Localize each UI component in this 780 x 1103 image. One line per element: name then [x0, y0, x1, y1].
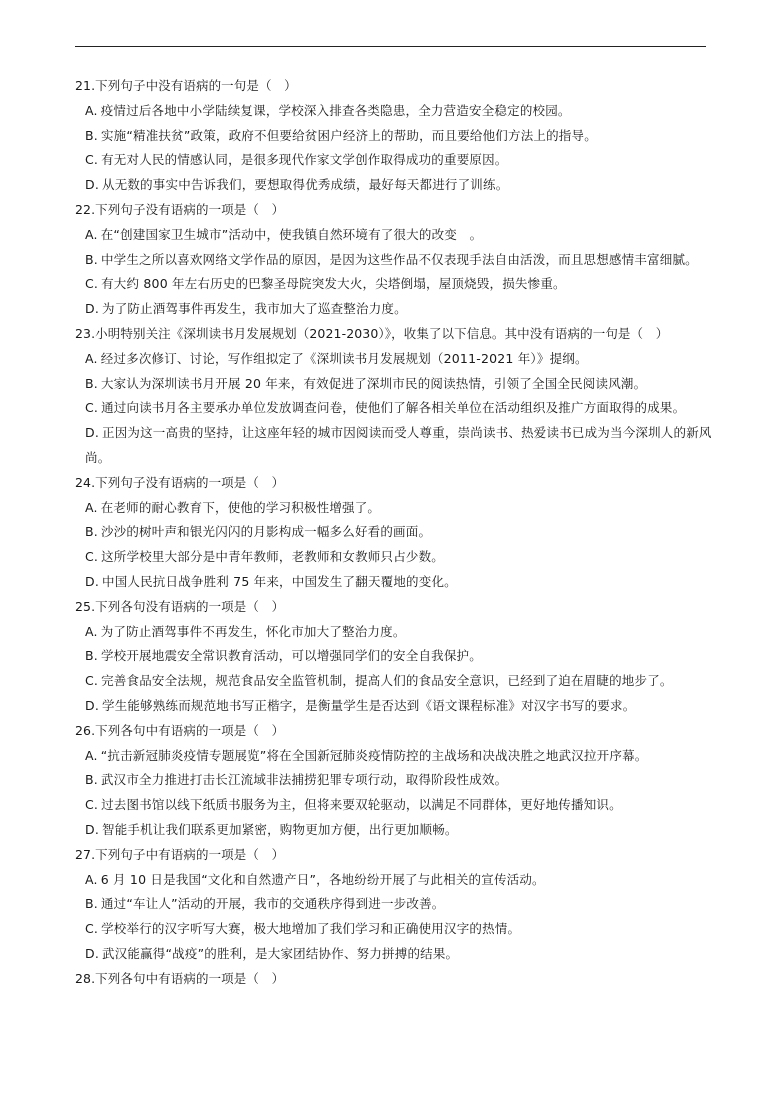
option-letter: D.: [85, 945, 99, 961]
question-stem: 28.下列各句中有语病的一项是（ ）: [75, 970, 285, 986]
option-letter: C.: [85, 673, 99, 689]
option-letter: C.: [85, 400, 99, 416]
option-text: 学校开展地震安全常识教育活动，可以增强同学们的安全自我保护。: [100, 648, 482, 664]
answer-option: [75, 396, 715, 421]
answer-option: [75, 942, 715, 967]
answer-option: [75, 818, 715, 843]
header-rule: [75, 46, 706, 47]
option-text: 有大约 800 年左右历史的巴黎圣母院突发大火，尖塔倒塌，屋顶烧毁，损失惨重。: [101, 276, 566, 292]
answer-option: [75, 99, 715, 124]
question-block: [75, 719, 715, 843]
option-text: 大家认为深圳读书月开展 20 年来，有效促进了深圳市民的阅读热情，引领了全国全民阅读风潮。: [100, 375, 647, 391]
option-text: 武汉能赢得“战疫”的胜利，是大家团结协作、努力拼搏的结果。: [102, 945, 459, 961]
answer-option: [75, 793, 715, 818]
question-stem: 27.下列句子中有语病的一项是（ ）: [75, 846, 285, 862]
answer-option: [75, 768, 715, 793]
option-text: 学生能够熟练而规范地书写正楷字，是衡量学生是否达到《语文课程标准》对汉字书写的要求。: [102, 697, 636, 713]
option-text: 为了防止酒驾事件再发生，我市加大了巡查整治力度。: [102, 301, 407, 317]
option-text: 过去图书馆以线下纸质书服务为主，但将来要双轮驱动，以满足不同群体，更好地传播知识。: [101, 797, 622, 813]
option-text: 从无数的事实中告诉我们，要想取得优秀成绩，最好每天都进行了训练。: [102, 177, 509, 193]
answer-option: [75, 297, 715, 322]
option-letter: A.: [85, 871, 98, 887]
answer-option: [75, 347, 715, 372]
answer-option: [75, 744, 715, 769]
option-letter: A.: [85, 499, 98, 515]
option-text: 智能手机让我们联系更加紧密，购物更加方便，出行更加顺畅。: [102, 821, 458, 837]
option-text: 经过多次修订、讨论，写作组拟定了《深圳读书月发展规划（2011-2021 年）》提纲。: [100, 350, 588, 366]
option-letter: A.: [85, 747, 98, 763]
answer-option: [75, 892, 715, 917]
option-letter: D.: [85, 697, 99, 713]
option-text: 有无对人民的情感认同，是很多现代作家文学创作取得成功的重要原因。: [101, 152, 508, 168]
question-block: [75, 74, 715, 198]
option-letter: A.: [85, 350, 98, 366]
answer-option: [75, 372, 715, 397]
option-letter: C.: [85, 276, 99, 292]
answer-option: [75, 248, 715, 273]
answer-option: [75, 148, 715, 173]
option-letter: A.: [85, 623, 98, 639]
answer-option: [75, 124, 715, 149]
option-letter: B.: [85, 127, 98, 143]
answer-option: [75, 644, 715, 669]
option-letter: B.: [85, 648, 98, 664]
question-block: [75, 967, 715, 992]
question-block: [75, 198, 715, 322]
option-text: 在老师的耐心教育下，使他的学习积极性增强了。: [100, 499, 381, 515]
option-text: 疫情过后各地中小学陆续复课，学校深入排查各类隐患，全力营造安全稳定的校园。: [100, 102, 571, 118]
question-block: [75, 322, 715, 471]
answer-option: [75, 173, 715, 198]
answer-option: [75, 694, 715, 719]
option-letter: C.: [85, 921, 99, 937]
option-text: 6 月 10 日是我国“文化和自然遗产日”，各地纷纷开展了与此相关的宣传活动。: [100, 871, 545, 887]
option-letter: B.: [85, 772, 98, 788]
option-letter: C.: [85, 152, 99, 168]
question-block: [75, 471, 715, 595]
question-stem: 25.下列各句没有语病的一项是（ ）: [75, 598, 285, 614]
option-text: 中国人民抗日战争胜利 75 年来，中国发生了翻天覆地的变化。: [102, 573, 457, 589]
option-letter: C.: [85, 797, 99, 813]
answer-option: [75, 620, 715, 645]
option-text: 在“创建国家卫生城市”活动中，使我镇自然环境有了很大的改变 。: [100, 226, 483, 242]
option-text: 为了防止酒驾事件不再发生，怀化市加大了整治力度。: [100, 623, 406, 639]
option-letter: B.: [85, 524, 98, 540]
option-text: 完善食品安全法规，规范食品安全监管机制，提高人们的食品安全意识，已经到了迫在眉睫的地步了。: [101, 673, 673, 689]
answer-option: [75, 868, 715, 893]
option-letter: D.: [85, 425, 99, 441]
answer-option: [75, 545, 715, 570]
question-block: [75, 595, 715, 719]
option-text: 通过“车让人”活动的开展，我市的交通秩序得到进一步改善。: [100, 896, 445, 912]
option-text: 学校举行的汉字听写大赛，极大地增加了我们学习和正确使用汉字的热情。: [101, 921, 521, 937]
answer-option: [75, 496, 715, 521]
answer-option: [75, 669, 715, 694]
answer-option: [75, 570, 715, 595]
option-letter: B.: [85, 375, 98, 391]
option-text: 沙沙的树叶声和银光闪闪的月影构成一幅多么好看的画面。: [100, 524, 432, 540]
question-stem: 21.下列句子中没有语病的一句是（ ）: [75, 78, 297, 93]
question-list: [75, 74, 715, 991]
answer-option: [75, 520, 715, 545]
option-letter: A.: [85, 102, 98, 118]
option-letter: D.: [85, 573, 99, 589]
option-letter: A.: [85, 226, 98, 242]
option-text: 实施“精准扶贫”政策，政府不但要给贫困户经济上的帮助，而且要给他们方法上的指导。: [100, 127, 597, 143]
option-text: 这所学校里大部分是中青年教师，老教师和女教师只占少数。: [101, 549, 445, 565]
answer-option: [75, 917, 715, 942]
option-letter: C.: [85, 549, 99, 565]
answer-option: [75, 272, 715, 297]
question-stem: 23.小明特别关注《深圳读书月发展规划（2021-2030）》，收集了以下信息。其中没有语病的一句是（ ）: [75, 325, 669, 341]
option-text: 正因为这一高贵的坚持，让这座年轻的城市因阅读而受人尊重，崇尚读书、热爱读书已成为当今深圳人的新风尚。: [85, 425, 712, 465]
option-text: 通过向读书月各主要承办单位发放调查问卷，使他们了解各相关单位在活动组织及推广方面取得的成果。: [101, 400, 686, 416]
option-letter: B.: [85, 896, 98, 912]
question-stem: 24.下列句子没有语病的一项是（ ）: [75, 474, 285, 490]
answer-option: [75, 223, 715, 248]
option-letter: D.: [85, 177, 99, 193]
option-text: 武汉市全力推进打击长江流域非法捕捞犯罪专项行动，取得阶段性成效。: [100, 772, 508, 788]
question-block: [75, 843, 715, 967]
option-text: 中学生之所以喜欢网络文学作品的原因，是因为这些作品不仅表现手法自由活泼，而且思想感情丰富细腻。: [100, 251, 698, 267]
option-text: “抗击新冠肺炎疫情专题展览”将在全国新冠肺炎疫情防控的主战场和决战决胜之地武汉拉开序幕。: [100, 747, 648, 763]
option-letter: D.: [85, 821, 99, 837]
option-letter: D.: [85, 301, 99, 317]
option-letter: B.: [85, 251, 98, 267]
answer-option: [75, 421, 715, 471]
question-stem: 26.下列各句中有语病的一项是（ ）: [75, 722, 285, 738]
question-stem: 22.下列句子没有语病的一项是（ ）: [75, 201, 285, 217]
